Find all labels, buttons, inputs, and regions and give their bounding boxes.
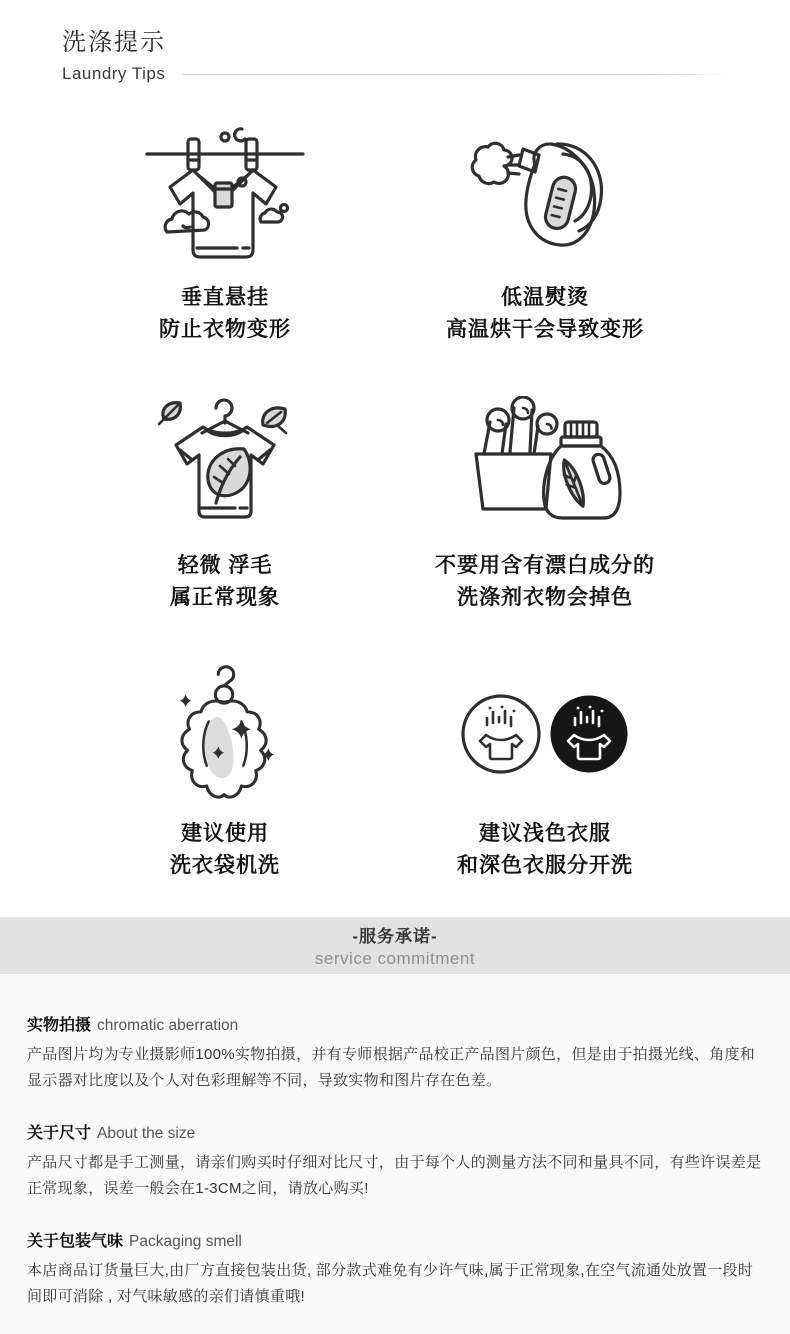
section-title: 关于尺寸: [27, 1125, 92, 1143]
laundry-bag-icon: [158, 660, 293, 808]
section-body: 产品图片均为专业摄影师100%实物拍摄，并有专师根据产品校正产品图片颜色，但是由于拍摄光线、角度和显示器对比度以及个人对色彩理解等不同，导致实物和图片存在色差。: [27, 1046, 756, 1090]
service-sections: [0, 974, 790, 1334]
tip-lint-normal: [65, 392, 385, 614]
tip-caption-line1: 不要用含有漂白成分的: [435, 553, 655, 577]
tip-caption-line1: 建议浅色衣服: [479, 821, 611, 845]
service-commitment-banner: [0, 917, 790, 974]
section-packaging-smell: [27, 1230, 763, 1310]
tshirt-lint-icon: [150, 392, 300, 540]
steamer-icon: [463, 124, 628, 272]
tip-no-bleach: [385, 392, 705, 614]
tip-caption-line1: 垂直悬挂: [181, 286, 269, 309]
page-subtitle: Laundry Tips: [62, 64, 166, 83]
laundry-tips-grid: [0, 124, 790, 881]
section-chromatic-aberration: [27, 1014, 763, 1094]
tip-caption-line2: 洗涤剂衣物会掉色: [457, 585, 633, 609]
section-title: 关于包装气味: [27, 1233, 124, 1251]
hang-dry-icon: [145, 124, 305, 272]
tip-caption-line1: 低温熨烫: [501, 286, 589, 309]
section-title-en: chromatic aberration: [97, 1017, 239, 1035]
section-title-en: Packaging smell: [129, 1233, 242, 1251]
laundry-tips-header: [0, 0, 790, 84]
tip-caption-line2: 防止衣物变形: [159, 317, 291, 341]
section-about-size: [27, 1122, 763, 1202]
section-body: 产品尺寸都是手工测量，请亲们购买时仔细对比尺寸，由于每个人的测量方法不同和量具不同，有些许误差是正常现象，误差一般会在1-3CM之间，请放心购买!: [27, 1154, 762, 1198]
page-title: 洗涤提示: [62, 29, 166, 56]
separate-wash-icon: [455, 660, 635, 808]
tip-caption-line1: 建议使用: [181, 821, 269, 845]
header-divider: [183, 74, 728, 75]
section-title-en: About the size: [97, 1125, 196, 1143]
tip-separate-wash: [385, 660, 705, 882]
section-body: 本店商品订货量巨大,由厂方直接包装出货, 部分款式难免有少许气味,属于正常现象,在空气流通处放置一段时间即可消除 , 对气味敏感的亲们请慎重哦!: [27, 1262, 754, 1306]
tip-caption-line2: 和深色衣服分开洗: [457, 853, 633, 877]
banner-subtitle: service commitment: [314, 949, 476, 969]
tip-caption-line2: 属正常现象: [170, 585, 280, 609]
tip-hang-dry: [65, 124, 385, 346]
banner-title: -服务承诺-: [352, 927, 438, 947]
tip-laundry-bag: [65, 660, 385, 882]
tip-caption-line1: 轻微 浮毛: [177, 553, 273, 577]
tip-caption-line2: 洗衣袋机洗: [170, 853, 280, 877]
tip-caption-line2: 高温烘干会导致变形: [446, 317, 644, 341]
tip-low-temp-iron: [385, 124, 705, 346]
section-title: 实物拍摄: [27, 1017, 92, 1035]
no-bleach-icon: [456, 392, 634, 540]
